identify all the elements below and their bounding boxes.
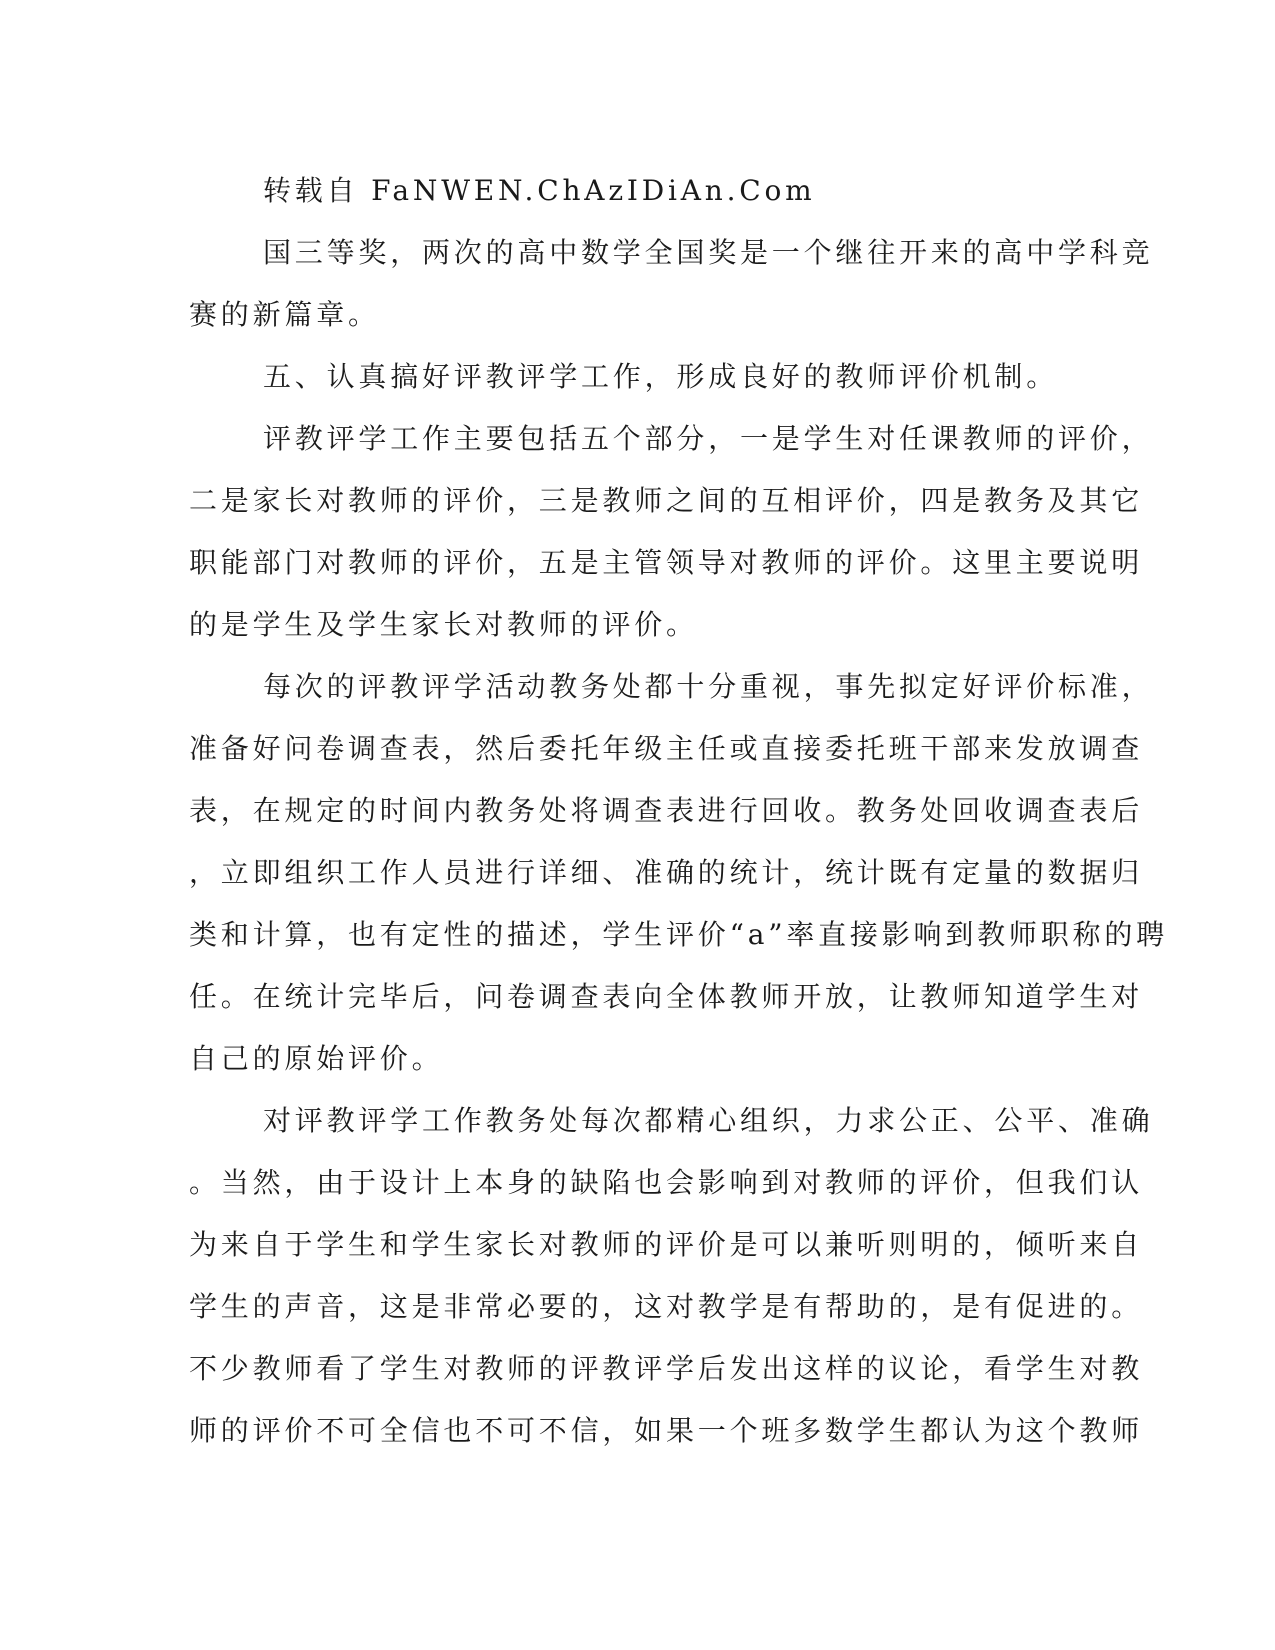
paragraph-evaluation-parts xyxy=(189,408,1154,656)
text-line: 评教评学工作主要包括五个部分，一是学生对任课教师的评价， xyxy=(263,422,1154,455)
text-line: ，立即组织工作人员进行详细、准确的统计，统计既有定量的数据归 xyxy=(189,856,1144,889)
text-line: 不少教师看了学生对教师的评教评学后发出这样的议论，看学生对教 xyxy=(189,1352,1144,1385)
text-line: 学生的声音，这是非常必要的，这对教学是有帮助的，是有促进的。 xyxy=(189,1290,1144,1323)
text-line: 表，在规定的时间内教务处将调查表进行回收。教务处回收调查表后 xyxy=(189,794,1144,827)
text-line: 的是学生及学生家长对教师的评价。 xyxy=(189,608,698,641)
text-line: 师的评价不可全信也不可不信，如果一个班多数学生都认为这个教师 xyxy=(189,1414,1144,1447)
text-line: 为来自于学生和学生家长对教师的评价是可以兼听则明的，倾听来自 xyxy=(189,1228,1144,1261)
text-line: 自己的原始评价。 xyxy=(189,1042,444,1075)
text-line: 赛的新篇章。 xyxy=(189,298,380,331)
text-line: 每次的评教评学活动教务处都十分重视，事先拟定好评价标准， xyxy=(263,670,1154,703)
text-line: 国三等奖，两次的高中数学全国奖是一个继往开来的高中学科竞 xyxy=(263,236,1154,269)
text-line: 任。在统计完毕后，问卷调查表向全体教师开放，让教师知道学生对 xyxy=(189,980,1144,1013)
document-body xyxy=(189,160,1168,1462)
text-line: 二是家长对教师的评价，三是教师之间的互相评价，四是教务及其它 xyxy=(189,484,1144,517)
text-line: 准备好问卷调查表，然后委托年级主任或直接委托班干部来发放调查 xyxy=(189,732,1144,765)
section-heading xyxy=(189,346,1089,408)
paragraph-competition xyxy=(189,222,1154,346)
text-line: 类和计算，也有定性的描述，学生评价“a”率直接影响到教师职称的聘 xyxy=(189,918,1168,951)
text-line: 对评教评学工作教务处每次都精心组织，力求公正、公平、准确 xyxy=(263,1104,1154,1137)
source-line xyxy=(189,160,1089,222)
text-line: 职能部门对教师的评价，五是主管领导对教师的评价。这里主要说明 xyxy=(189,546,1144,579)
paragraph-evaluation-organization xyxy=(189,1090,1154,1462)
text-line: 转载自 FaNWEN.ChAzIDiAn.Com xyxy=(263,174,816,207)
text-line: 。当然，由于设计上本身的缺陷也会影响到对教师的评价，但我们认 xyxy=(189,1166,1144,1199)
text-line: 五、认真搞好评教评学工作，形成良好的教师评价机制。 xyxy=(263,360,1059,393)
paragraph-evaluation-process xyxy=(189,656,1168,1090)
